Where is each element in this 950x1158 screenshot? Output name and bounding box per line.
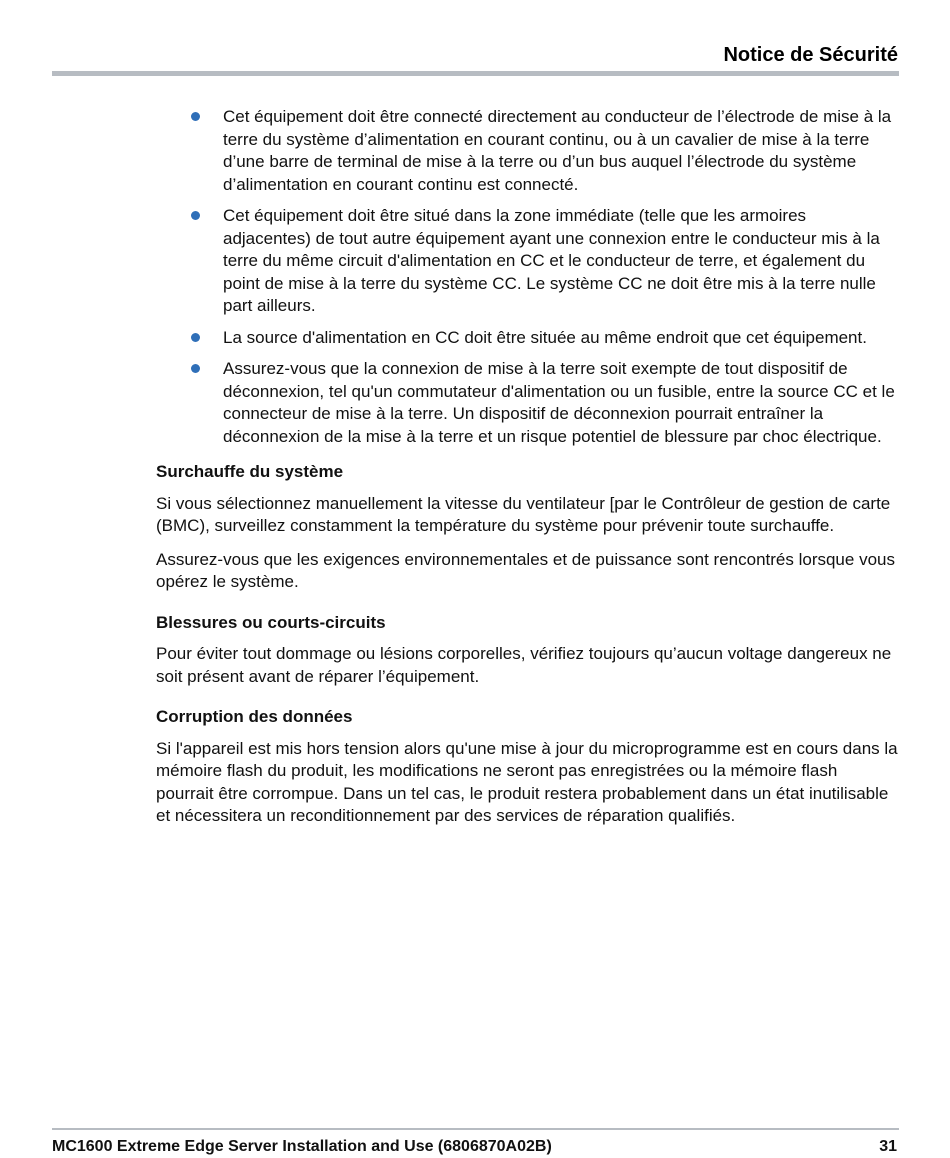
section-heading-overheating: Surchauffe du système [156, 462, 344, 481]
paragraph: Si vous sélectionnez manuellement la vitesse du ventilateur [par le Contrôleur de gestion de carte (BMC), surveillez constamment la température du système pour prévenir toute surchauffe. [156, 493, 891, 535]
bullet-dot-icon [191, 211, 200, 220]
footer-page-number: 31 [879, 1138, 897, 1155]
bullet-text: Cet équipement doit être situé dans la zone immédiate (telle que les armoires adjacentes) de tout autre équipement ayant une connexion entre le conducteur mis à la terre du même circuit d'alimentation en CC et le conducteur de terre, et également du point de mise à la terre du système CC. Le système CC ne doit être mis à la terre nulle part ailleurs. [223, 206, 880, 315]
paragraph: Si l'appareil est mis hors tension alors qu'une mise à jour du microprogramme est en cours dans la mémoire flash du produit, les modifications ne seront pas enregistrées ou la mémoire flash pourrait être corrompue. Dans un tel cas, le produit restera probablement dans un état inutilisable et nécessitera un reconditionnement par des services de réparation qualifiés. [156, 738, 898, 825]
bullet-item [223, 358, 898, 448]
header-divider [52, 71, 899, 76]
footer-divider [52, 1128, 899, 1130]
section-heading-injuries: Blessures ou courts-circuits [156, 612, 386, 632]
page-header-title: Notice de Sécurité [723, 44, 898, 66]
bullet-text: La source d'alimentation en CC doit être située au même endroit que cet équipement. [223, 327, 867, 347]
page-content [156, 106, 898, 839]
section-heading-data-corruption: Corruption des données [156, 707, 353, 726]
bullet-dot-icon [191, 333, 200, 342]
bullet-dot-icon [191, 112, 200, 121]
bullet-dot-icon [191, 364, 200, 373]
bullet-text: Cet équipement doit être connecté directement au conducteur de l’électrode de mise à la terre du système d’alimentation en courant continu, ou à un cavalier de mise à la terre d’une barre de terminal de mise à la terre ou d’un bus auquel l’électrode du système d’alimentation en courant continu est connecté. [223, 107, 892, 194]
footer-document-title: MC1600 Extreme Edge Server Installation and Use (6806870A02B) [52, 1138, 552, 1155]
bullet-item [223, 106, 898, 196]
paragraph: Assurez-vous que les exigences environnementales et de puissance sont rencontrés lorsque vous opérez le système. [156, 549, 895, 591]
safety-bullet-list [156, 106, 898, 448]
paragraph: Pour éviter tout dommage ou lésions corporelles, vérifiez toujours qu’aucun voltage dangereux ne soit présent avant de réparer l’équipement. [156, 644, 892, 686]
bullet-text: Assurez-vous que la connexion de mise à la terre soit exempte de tout dispositif de déconnexion, tel qu'un commutateur d'alimentation ou un fusible, entre la source CC et le connecteur de mise à la terre. Un dispositif de déconnexion pourrait entraîner la déconnexion de la mise à la terre et un risque potentiel de blessure par choc électrique. [223, 359, 895, 446]
bullet-item [223, 327, 898, 350]
bullet-item [223, 205, 898, 318]
